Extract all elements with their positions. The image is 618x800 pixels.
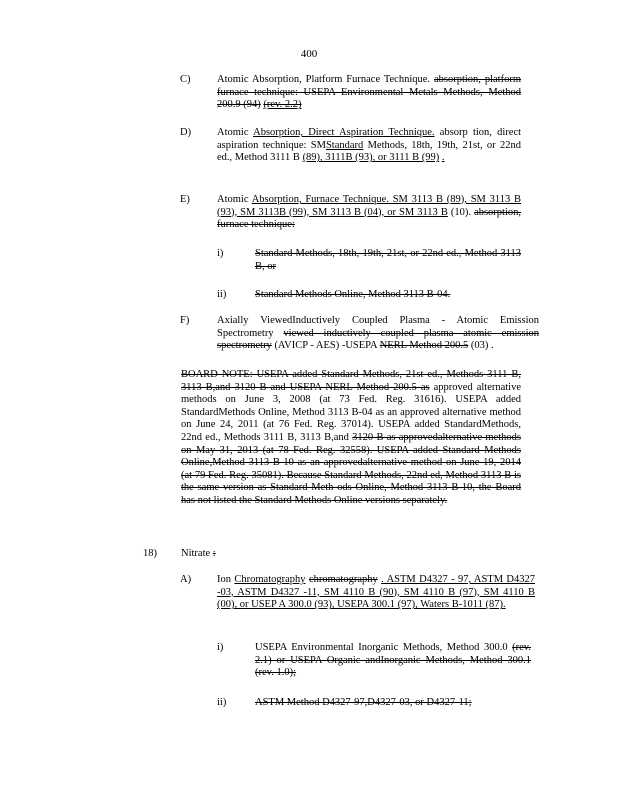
item-18-label: 18)	[143, 548, 157, 559]
board-note-deleted-start: BOARD NOTE: USEPA added Standard Methods, 21st ed., Methods 3111 B, 3113 B,and 3120 B and USEPA NERL Method 200.5 as	[181, 369, 521, 393]
item-c-deleted-text: absorption, platform furnace technique: USEPA Environmental Metals Methods, Method 200.9 (94)	[217, 74, 521, 111]
item-a-deleted-word: chromatography	[308, 574, 378, 585]
item-f-deleted-method: NERL Method 200.5	[379, 340, 469, 352]
item-d-text-part: absorp tion, direct aspiration technique: SM	[217, 127, 522, 151]
item-e-year: (10).	[450, 206, 472, 218]
item-d-period: .	[441, 152, 445, 164]
item-e-text	[217, 194, 521, 232]
item-f-deleted-text: viewed inductively coupled plasma atomic emission spectrometry	[217, 327, 539, 352]
item-c-inserted-title: Atomic Absorption, Platform Furnace Technique.	[217, 74, 431, 85]
item-e-deleted-text: absorption, furnace technique:	[217, 206, 522, 231]
board-note-deleted-end: 3120 B as approvedalternative methods on May 31, 2013 (at 78 Fed. Reg. 32558). USEPA added Standard Methods Online,Method 3113 B-10 as an approvedalternative method on June 19, 2014 (at 79 Fed. Reg. 35081). Because Standard Methods, 22nd ed, Method 3113 B is the same version as Standard Meth ods Online, Method 3113 B-10, the Board has not listed the Standard Methods Online versions separately.	[181, 431, 521, 506]
item-f-label: F)	[180, 315, 190, 326]
item-f-acronym: (AVICP - AES) -USEPA	[274, 340, 378, 352]
item-18-heading	[181, 548, 216, 561]
item-f-title: Axially ViewedInductively Coupled Plasma - Atomic Emission Spectrometry	[217, 315, 539, 339]
item-e-ii-text: Standard Methods Online, Method 3113 B-04.	[255, 289, 451, 300]
item-a-i-body: USEPA Environmental Inorganic Methods, Method 300.0	[255, 642, 508, 653]
item-a-ii-text: ASTM Method D4327-97,D4327-03, or D4327-11;	[255, 697, 472, 708]
item-d-text	[217, 127, 521, 165]
item-c-label: C)	[180, 74, 191, 85]
item-a-i-text	[255, 642, 531, 680]
board-note-body: approved alternative methods on June 3, 2008 (at 73 Fed. Reg. 31616). USEPA added StandardMethods Online, Method 3113 B-04 as an approved alternative method on June 24, 2011 (at 76 Fed. Reg. 37014). USEPA added StandardMethods, 22nd ed., Methods 3111 B, 3113 B,and	[181, 381, 522, 443]
item-a-inserted-methods: . ASTM D4327 - 97, ASTM D4327 -03, ASTM D4327 -11, SM 4110 B (90), SM 4110 B (97), SM 4110 B (00), or USEP A 300.0 (93), USEPA 300.1 (97), Waters B-1011 (87).	[217, 574, 536, 611]
page-number: 400	[300, 48, 318, 60]
item-e-inserted-text: Absorption, Furnace Technique. SM 3113 B (89), SM 3113 B (93), SM 3113B (99), SM 3113 B (04), or SM 3113 B	[217, 194, 522, 218]
item-18-title: Nitrate	[181, 548, 211, 559]
item-d-inserted-title: Absorption, Direct Aspiration Technique.	[253, 127, 435, 138]
item-d-inserted-years: (89), 3111B (93), or 3111 B (99)	[302, 152, 440, 164]
item-e-label: E)	[180, 194, 190, 205]
item-c-revision: (rev. 2.2)	[263, 99, 302, 111]
item-a-text	[217, 574, 535, 612]
item-f-year: (03)	[470, 340, 489, 352]
item-18-deleted-colon: :	[212, 548, 216, 559]
item-a-word: Ion	[217, 574, 231, 585]
item-c-text	[217, 74, 521, 112]
item-d-word: Atomic	[217, 127, 249, 138]
item-a-i-label: i)	[217, 642, 224, 653]
item-e-i-label: i)	[217, 248, 224, 259]
item-e-ii-label: ii)	[217, 289, 227, 300]
item-d-methods: Methods, 18th, 19th, 21st, or 22nd ed., Method 3111 B	[217, 139, 521, 164]
item-a-label: A)	[180, 574, 192, 585]
item-e-i-text: Standard Methods, 18th, 19th, 21st, or 22nd ed., Method 3113 B, or	[255, 248, 521, 272]
item-a-ii-label: ii)	[217, 697, 227, 708]
item-e-word: Atomic	[217, 194, 249, 205]
item-d-inserted-standard: Standard	[325, 139, 364, 151]
item-a-i-deleted: (rev. 2.1) or USEPA Organic andInorganic Methods, Method 300.1 (rev. 1.0);	[255, 642, 532, 679]
board-note	[181, 369, 521, 508]
item-f-period: .	[491, 340, 494, 352]
item-f-text	[217, 315, 539, 353]
item-a-inserted-word: Chromatography	[234, 574, 306, 585]
item-d-label: D)	[180, 127, 192, 138]
